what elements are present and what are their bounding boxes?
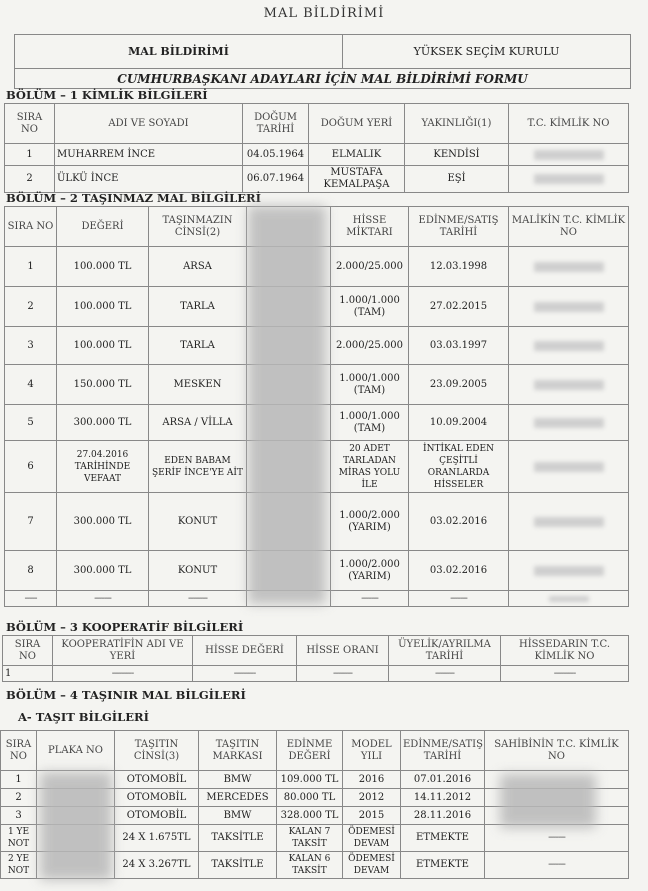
- acq-date: 28.11.2016: [401, 807, 485, 825]
- col-acq-value: EDİNME DEĞERİ: [277, 731, 343, 771]
- section-3-title: BÖLÜM – 3 KOOPERATİF BİLGİLERİ: [6, 620, 244, 634]
- redacted-id: [509, 365, 629, 405]
- section-1-title: BÖLÜM – 1 KİMLİK BİLGİLERİ: [6, 88, 208, 102]
- table-row: [5, 144, 629, 166]
- row-no: 3: [5, 327, 57, 365]
- table-row: [3, 666, 629, 682]
- row-no: 5: [5, 405, 57, 441]
- redacted-id: [509, 551, 629, 591]
- share-value: ---------: [193, 666, 297, 682]
- holder-tc: ---------: [501, 666, 629, 682]
- header-right: YÜKSEK SEÇİM KURULU: [343, 35, 631, 69]
- row-no: 2: [1, 789, 37, 807]
- section-4a-subtitle: A- TAŞIT BİLGİLERİ: [18, 710, 149, 724]
- col-sira: SIRA NO: [5, 207, 57, 247]
- redacted-id: [509, 441, 629, 493]
- col-vehicle-kind: TAŞITIN CİNSİ(3): [115, 731, 199, 771]
- col-sira: SIRA NO: [1, 731, 37, 771]
- value: 100.000 TL: [57, 287, 149, 327]
- date: 10.09.2004: [409, 405, 509, 441]
- payment-type: TAKSİTLE: [199, 825, 277, 852]
- value: 300.000 TL: [57, 405, 149, 441]
- vehicle-brand: BMW: [199, 771, 277, 789]
- value: 27.04.2016 TARİHİNDE VEFAAT: [57, 441, 149, 493]
- row-no: 1: [3, 666, 53, 682]
- row-no: 2: [5, 287, 57, 327]
- col-birth-place: DOĞUM YERİ: [309, 104, 405, 144]
- col-plate: PLAKA NO: [37, 731, 115, 771]
- share-ratio: --------: [297, 666, 389, 682]
- col-share-ratio: HİSSE ORANI: [297, 636, 389, 666]
- share: 20 ADET TARLADAN MİRAS YOLU İLE: [331, 441, 409, 493]
- payment-type: TAKSİTLE: [199, 852, 277, 879]
- col-holder-tc: HİSSEDARIN T.C. KİMLİK NO: [501, 636, 629, 666]
- col-coop-name: KOOPERATİFİN ADI VE YERİ: [53, 636, 193, 666]
- value: 150.000 TL: [57, 365, 149, 405]
- vehicle-kind: OTOMOBİL: [115, 789, 199, 807]
- row-no: 7: [5, 493, 57, 551]
- birth-place: MUSTAFA KEMALPAŞA: [309, 166, 405, 193]
- acq-date: 14.11.2012: [401, 789, 485, 807]
- date: 03.03.1997: [409, 327, 509, 365]
- row-no: 3: [1, 807, 37, 825]
- redacted-id: [509, 493, 629, 551]
- person-name: ÜLKÜ İNCE: [55, 166, 243, 193]
- vehicle-brand: MERCEDES: [199, 789, 277, 807]
- redacted-id: [509, 287, 629, 327]
- type: ARSA / VİLLA: [149, 405, 247, 441]
- type: TARLA: [149, 327, 247, 365]
- share: 1.000/1.000 (TAM): [331, 365, 409, 405]
- share: 1.000/1.000 (TAM): [331, 287, 409, 327]
- share: -------: [331, 591, 409, 607]
- membership-date: --------: [389, 666, 501, 682]
- redacted-id: [509, 144, 629, 166]
- section-4-title: BÖLÜM – 4 TAŞINIR MAL BİLGİLERİ: [6, 688, 246, 702]
- header-left: MAL BİLDİRİMİ: [15, 35, 343, 69]
- col-name: ADI VE SOYADI: [55, 104, 243, 144]
- col-share-value: HİSSE DEĞERİ: [193, 636, 297, 666]
- payment-status: ÖDEMESİ DEVAM: [343, 825, 401, 852]
- remaining: KALAN 6 TAKSİT: [277, 852, 343, 879]
- payment-status-2: ETMEKTE: [401, 825, 485, 852]
- share: 1.000/2.000 (YARIM): [331, 551, 409, 591]
- redacted-id: [509, 166, 629, 193]
- col-membership-date: ÜYELİK/AYRILMA TARİHİ: [389, 636, 501, 666]
- redacted-id: [509, 327, 629, 365]
- value: 300.000 TL: [57, 493, 149, 551]
- row-no: -----: [5, 591, 57, 607]
- owner-tc: -------: [485, 852, 629, 879]
- redacted-id: [509, 247, 629, 287]
- relation: EŞİ: [405, 166, 509, 193]
- date: 03.02.2016: [409, 551, 509, 591]
- date: 03.02.2016: [409, 493, 509, 551]
- col-birth-date: DOĞUM TARİHİ: [243, 104, 309, 144]
- col-model-year: MODEL YILI: [343, 731, 401, 771]
- type: KONUT: [149, 493, 247, 551]
- coop-name: ---------: [53, 666, 193, 682]
- form-header: [14, 34, 631, 89]
- row-no: 1: [5, 247, 57, 287]
- col-tc-no: T.C. KİMLİK NO: [509, 104, 629, 144]
- acq-value: 80.000 TL: [277, 789, 343, 807]
- value: -------: [57, 591, 149, 607]
- col-owner-tc: SAHİBİNİN T.C. KİMLİK NO: [485, 731, 629, 771]
- date: İNTİKAL EDEN ÇEŞİTLİ ORANLARDA HİSSELER: [409, 441, 509, 493]
- date: 27.02.2015: [409, 287, 509, 327]
- col-sira: SIRA NO: [5, 104, 55, 144]
- share: 1.000/2.000 (YARIM): [331, 493, 409, 551]
- col-owner-tc: MALİKİN T.C. KİMLİK NO: [509, 207, 629, 247]
- col-relation: YAKINLIĞI(1): [405, 104, 509, 144]
- acq-value: 109.000 TL: [277, 771, 343, 789]
- doc-title: MAL BİLDİRİMİ: [263, 6, 385, 21]
- col-acq-date: EDİNME/SATIŞ TARİHİ: [401, 731, 485, 771]
- form-title: CUMHURBAŞKANI ADAYLARI İÇİN MAL BİLDİRİMİ FORMU: [15, 69, 631, 89]
- share: 2.000/25.000: [331, 327, 409, 365]
- row-no: 4: [5, 365, 57, 405]
- type: EDEN BABAM ŞERİF İNCE'YE AİT: [149, 441, 247, 493]
- type: ARSA: [149, 247, 247, 287]
- redacted-id: [509, 591, 629, 607]
- row-no: 1: [1, 771, 37, 789]
- person-name: MUHARREM İNCE: [55, 144, 243, 166]
- relation: KENDİSİ: [405, 144, 509, 166]
- col-type: TAŞINMAZIN CİNSİ(2): [149, 207, 247, 247]
- date: -------: [409, 591, 509, 607]
- vehicle-brand: BMW: [199, 807, 277, 825]
- row-no: 1: [5, 144, 55, 166]
- payment-status: ÖDEMESİ DEVAM: [343, 852, 401, 879]
- redacted-id: [509, 405, 629, 441]
- type: --------: [149, 591, 247, 607]
- birth-place: ELMALIK: [309, 144, 405, 166]
- row-note: 2 YE NOT: [1, 852, 37, 879]
- type: MESKEN: [149, 365, 247, 405]
- redaction-block-plate: [40, 772, 112, 880]
- acq-value: 328.000 TL: [277, 807, 343, 825]
- type: KONUT: [149, 551, 247, 591]
- col-sira: SIRA NO: [3, 636, 53, 666]
- row-no: 8: [5, 551, 57, 591]
- value: 100.000 TL: [57, 327, 149, 365]
- birth-date: 06.07.1964: [243, 166, 309, 193]
- acq-date: 07.01.2016: [401, 771, 485, 789]
- date: 23.09.2005: [409, 365, 509, 405]
- owner-tc: -------: [485, 825, 629, 852]
- col-share: HİSSE MİKTARI: [331, 207, 409, 247]
- remaining: KALAN 7 TAKSİT: [277, 825, 343, 852]
- table-row: [5, 166, 629, 193]
- date: 12.03.1998: [409, 247, 509, 287]
- value: 300.000 TL: [57, 551, 149, 591]
- installment: 24 X 1.675TL: [115, 825, 199, 852]
- birth-date: 04.05.1964: [243, 144, 309, 166]
- installment: 24 X 3.267TL: [115, 852, 199, 879]
- model-year: 2015: [343, 807, 401, 825]
- redaction-block: [248, 206, 326, 604]
- model-year: 2012: [343, 789, 401, 807]
- value: 100.000 TL: [57, 247, 149, 287]
- redaction-block-owner: [500, 774, 596, 828]
- section-2-title: BÖLÜM – 2 TAŞINMAZ MAL BİLGİLERİ: [6, 191, 261, 205]
- share: 1.000/1.000 (TAM): [331, 405, 409, 441]
- row-note: 1 YE NOT: [1, 825, 37, 852]
- col-date: EDİNME/SATIŞ TARİHİ: [409, 207, 509, 247]
- model-year: 2016: [343, 771, 401, 789]
- row-no: 6: [5, 441, 57, 493]
- type: TARLA: [149, 287, 247, 327]
- vehicle-kind: OTOMOBİL: [115, 807, 199, 825]
- col-value: DEĞERİ: [57, 207, 149, 247]
- col-vehicle-brand: TAŞITIN MARKASI: [199, 731, 277, 771]
- cooperative-table: [2, 635, 629, 682]
- payment-status-2: ETMEKTE: [401, 852, 485, 879]
- share: 2.000/25.000: [331, 247, 409, 287]
- row-no: 2: [5, 166, 55, 193]
- vehicle-kind: OTOMOBİL: [115, 771, 199, 789]
- identity-table: [4, 103, 629, 193]
